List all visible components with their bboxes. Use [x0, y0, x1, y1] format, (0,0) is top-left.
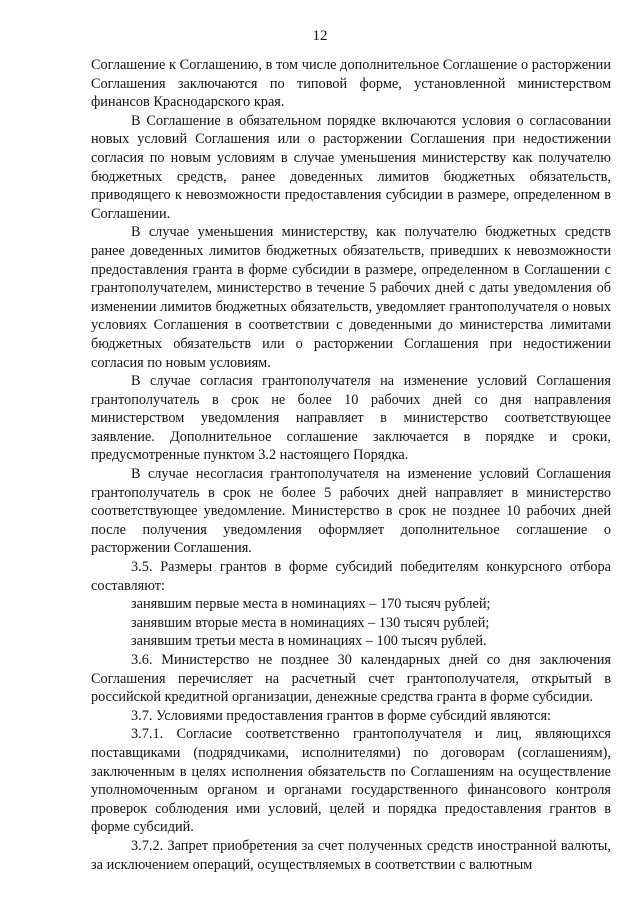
- paragraph: В случае уменьшения министерству, как получателю бюджетных средств ранее доведенных лимитов бюджетных обязательств, приведших к невозможности предоставления гранта в форме субсидии в размере, определенном в Соглашении с грантополучателем, министерство в течение 5 рабочих дней с даты уведомления об изменении лимитов бюджетных обязательств, уведомляет грантополучателя о новых условиях Соглашения в соответствии с доведенными до министерства лимитами бюджетных обязательств или о расторжении Соглашения при недостижении согласия по новым условиям.: [91, 224, 611, 371]
- paragraph: В случае несогласия грантополучателя на изменение условий Соглашения грантополучатель в срок не более 5 рабочих дней направляет в министерство соответствующее уведомление. Министерство в срок не позднее 10 рабочих дней после получения уведомления оформляет дополнительное соглашение о расторжении Соглашения.: [91, 466, 611, 557]
- paragraph: 3.7.1. Согласие соответственно грантополучателя и лиц, являющихся поставщиками (подрядчиками, исполнителями) по договорам (соглашениям), заключенным в целях исполнения обязательств по Соглашениям на осуществление уполномоченным органом и органами государственного финансового контроля проверок соблюдения ими условий, целей и порядка предоставления грантов в форме субсидий.: [91, 726, 611, 836]
- paragraph: В случае согласия грантополучателя на изменение условий Соглашения грантополучатель в срок не более 10 рабочих дней со дня направления министерством уведомления направляет в министерство соответствующее заявление. Дополнительное соглашение заключается в порядке и сроки, предусмотренные пунктом 3.2 настоящего Порядка.: [91, 373, 611, 464]
- list-item: занявшим первые места в номинациях – 170 тысяч рублей;: [131, 596, 491, 613]
- list-item: занявшим вторые места в номинациях – 130 тысяч рублей;: [131, 614, 490, 631]
- document-body: [91, 56, 611, 874]
- list-item: занявшим третьи места в номинациях – 100 тысяч рублей.: [131, 633, 487, 650]
- paragraph: Соглашение к Соглашению, в том числе дополнительное Соглашение о расторжении Соглашения заключаются по типовой форме, установленной министерством финансов Краснодарского края.: [91, 57, 611, 111]
- paragraph: 3.5. Размеры грантов в форме субсидий победителям конкурсного отбора составляют:: [91, 559, 611, 594]
- paragraph: 3.7. Условиями предоставления грантов в форме субсидий являются:: [131, 707, 552, 724]
- page-number: 12: [312, 28, 328, 44]
- paragraph: В Соглашение в обязательном порядке включаются условия о согласовании новых условий Соглашения или о расторжении Соглашения при недостижении согласия по новым условиям в случае уменьшения министерству как получателю бюджетных средств, ранее доведенных лимитов бюджетных обязательств, приводящего к невозможности предоставления субсидии в размере, определенном в Соглашении.: [91, 112, 611, 222]
- paragraph: 3.7.2. Запрет приобретения за счет полученных средств иностранной валюты, за исключением операций, осуществляемых в соответствии с валютным: [91, 837, 611, 873]
- paragraph: 3.6. Министерство не позднее 30 календарных дней со дня заключения Соглашения перечисляет на расчетный счет грантополучателя, открытый в российской кредитной организации, денежные средства гранта в форме субсидии.: [91, 652, 611, 706]
